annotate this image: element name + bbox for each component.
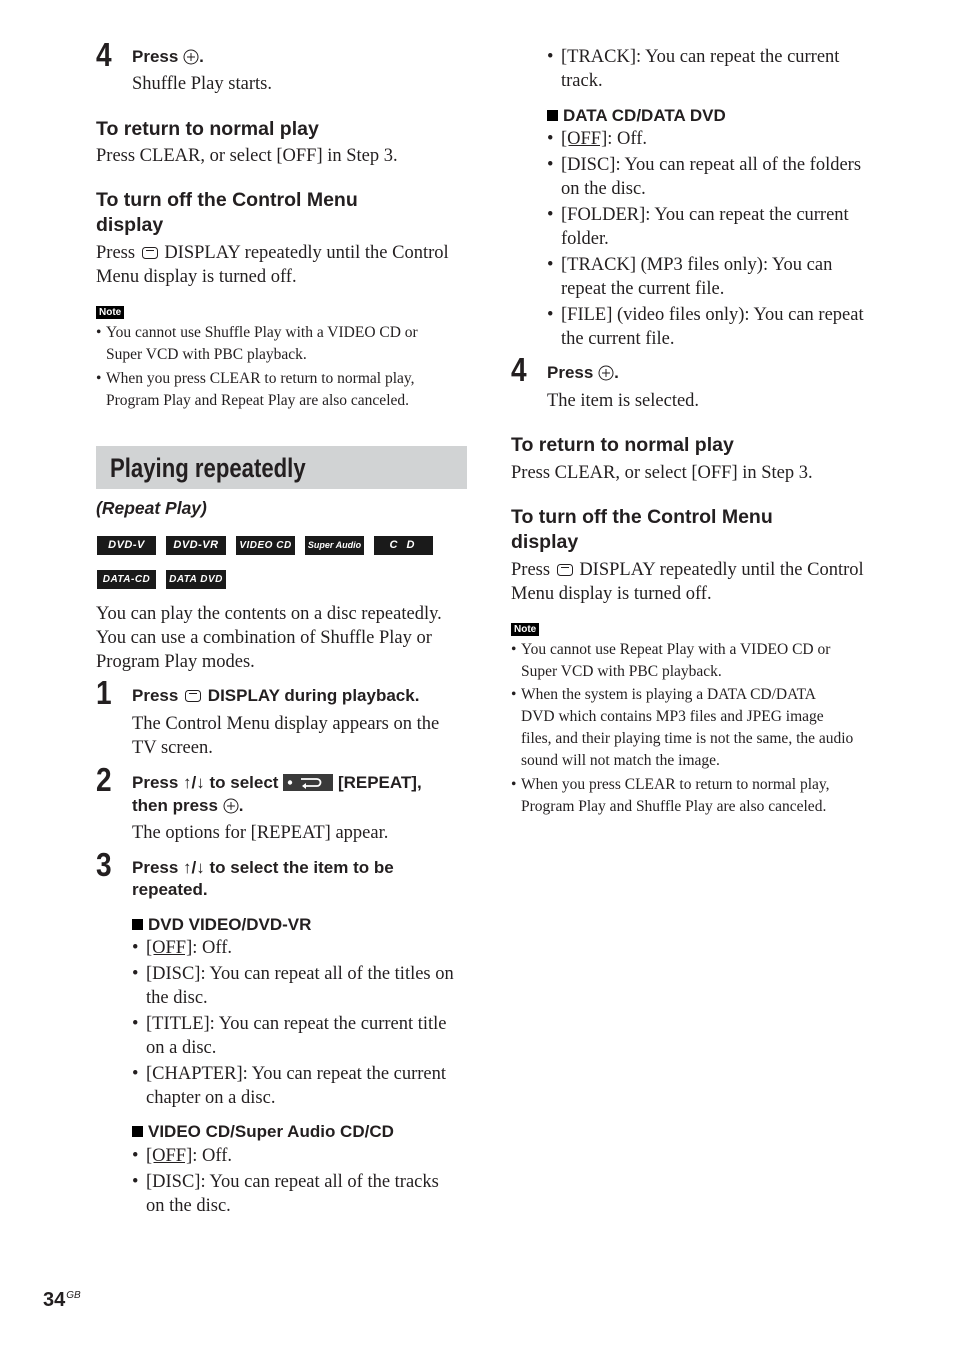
step-heading: Press . bbox=[132, 47, 204, 66]
subsection-heading: To return to normal play bbox=[511, 434, 734, 456]
body-text: Press CLEAR, or select [OFF] in Step 3. bbox=[511, 463, 813, 483]
subsection-heading: To turn off the Control Menu display bbox=[96, 189, 358, 236]
step-heading: Press ↑/↓ to select [REPEAT], then press . bbox=[132, 773, 422, 815]
subsection-heading: To return to normal play bbox=[96, 118, 319, 140]
body-text: Press CLEAR, or select [OFF] in Step 3. bbox=[96, 146, 398, 166]
list-item: • [FILE] (video files only): You can repeat the current file. bbox=[547, 303, 892, 351]
note-badge: Note bbox=[96, 306, 124, 319]
display-button-icon bbox=[185, 690, 201, 702]
note-item: • When you press CLEAR to return to normal play, Program Play and Repeat Play are also canceled. bbox=[96, 368, 468, 412]
dvd-v-badge: DVD-V bbox=[97, 536, 156, 555]
square-bullet-icon bbox=[547, 110, 558, 121]
option-list bbox=[547, 45, 887, 95]
option-list bbox=[132, 1144, 472, 1220]
body-text: Press DISPLAY repeatedly until the Control Menu display is turned off. bbox=[511, 560, 864, 604]
list-item: • [DISC]: You can repeat all of the folders on the disc. bbox=[547, 153, 892, 201]
step-number: 1 bbox=[96, 674, 112, 711]
step-heading-text: Press bbox=[132, 47, 179, 66]
option-list bbox=[547, 127, 892, 353]
step-number: 4 bbox=[96, 36, 112, 73]
list-item: • [DISC]: You can repeat all of the tracks on the disc. bbox=[132, 1170, 472, 1218]
repeat-icon bbox=[283, 774, 333, 791]
list-item: • [TRACK]: You can repeat the current track. bbox=[547, 45, 887, 93]
square-bullet-icon bbox=[132, 1126, 143, 1137]
list-item: • [OFF]: Off. bbox=[132, 1144, 472, 1168]
step-heading: Press DISPLAY during playback. bbox=[132, 686, 420, 705]
video-cd-badge: VIDEO CD bbox=[236, 536, 295, 555]
step-result: The options for [REPEAT] appear. bbox=[132, 823, 389, 843]
body-text: Press DISPLAY repeatedly until the Control Menu display is turned off. bbox=[96, 243, 449, 287]
enter-button-icon bbox=[223, 798, 239, 814]
display-button-icon bbox=[557, 564, 573, 576]
subsection-heading: To turn off the Control Menu display bbox=[511, 506, 773, 553]
note-list bbox=[511, 639, 891, 818]
enter-button-icon bbox=[598, 365, 614, 381]
cd-badge: C D bbox=[374, 536, 433, 555]
list-item: • [DISC]: You can repeat all of the titles on the disc. bbox=[132, 962, 472, 1010]
page-number: $34^{GB}$ bbox=[43, 1289, 81, 1311]
square-bullet-icon bbox=[132, 919, 143, 930]
step-result: Shuffle Play starts. bbox=[132, 74, 272, 94]
enter-button-icon bbox=[183, 49, 199, 65]
note-item: • When the system is playing a DATA CD/DATA DVD which contains MP3 files and JPEG image files, and their playing time is not the same, the audio sound will not match the image. bbox=[511, 684, 891, 772]
intro-text: You can play the contents on a disc repeatedly. You can use a combination of Shuffle Play or Program Play modes. bbox=[96, 604, 442, 672]
section-title: Playing repeatedly bbox=[110, 453, 306, 483]
section-subtitle: (Repeat Play) bbox=[96, 498, 207, 518]
option-list bbox=[132, 936, 472, 1112]
option-group-heading: DVD VIDEO/DVD-VR bbox=[132, 914, 311, 936]
dvd-vr-badge: DVD-VR bbox=[166, 536, 226, 555]
step-result: The Control Menu display appears on the TV screen. bbox=[132, 714, 440, 758]
list-item: • [TRACK] (MP3 files only): You can repeat the current file. bbox=[547, 253, 892, 301]
option-group-heading: VIDEO CD/Super Audio CD/CD bbox=[132, 1121, 394, 1143]
display-button-icon bbox=[142, 247, 158, 259]
super-audio-cd-badge: Super Audio CD bbox=[305, 536, 364, 555]
data-dvd-badge: DATA DVD bbox=[166, 570, 226, 589]
step-number: 2 bbox=[96, 761, 112, 798]
list-item: • [FOLDER]: You can repeat the current folder. bbox=[547, 203, 892, 251]
step-number: 3 bbox=[96, 846, 112, 883]
list-item: • [TITLE]: You can repeat the current title on a disc. bbox=[132, 1012, 472, 1060]
step-result: The item is selected. bbox=[547, 391, 700, 411]
note-item: • You cannot use Repeat Play with a VIDEO CD or Super VCD with PBC playback. bbox=[511, 639, 891, 683]
note-list bbox=[96, 322, 468, 412]
step-heading: Press ↑/↓ to select the item to be repeated. bbox=[132, 858, 394, 899]
option-group-heading: DATA CD/DATA DVD bbox=[547, 105, 726, 127]
list-item: • [OFF]: Off. bbox=[132, 936, 472, 960]
step-heading: Press . bbox=[547, 363, 619, 382]
note-badge: Note bbox=[511, 623, 539, 636]
list-item: • [CHAPTER]: You can repeat the current chapter on a disc. bbox=[132, 1062, 472, 1110]
list-item: • [OFF]: Off. bbox=[547, 127, 892, 151]
data-cd-badge: DATA-CD bbox=[97, 570, 156, 589]
note-item: • You cannot use Shuffle Play with a VIDEO CD or Super VCD with PBC playback. bbox=[96, 322, 468, 366]
step-number: 4 bbox=[511, 351, 527, 388]
note-item: • When you press CLEAR to return to normal play, Program Play and Shuffle Play are also canceled. bbox=[511, 774, 891, 818]
